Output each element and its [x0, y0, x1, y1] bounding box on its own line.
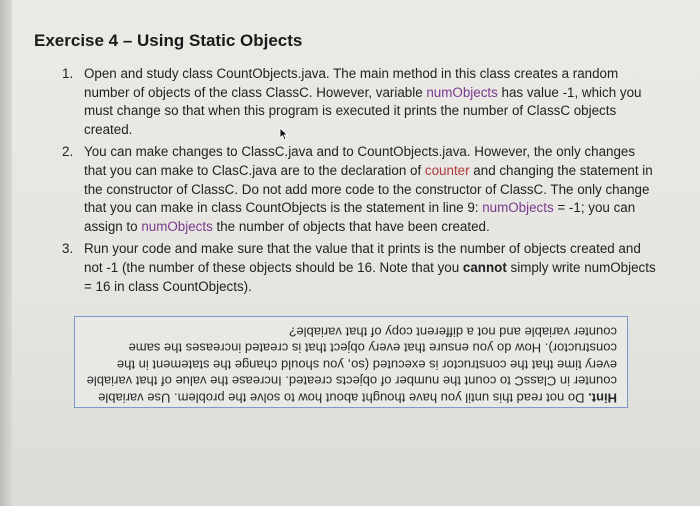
step-text-segment: Run your code and make sure that the value that it prints is the number of objects created and not -1 (the number of these objects should be 16. Note that you — [84, 241, 641, 275]
step-text-segment: You can make changes to ClassC.java and to CountObjects.java. However, the only changes that you can make to ClasC.java are to the declaration of — [84, 144, 636, 178]
step-text-segment: has value -1, which you must change so that when this program is executed it prints the number of ClassC objects created. — [84, 84, 642, 137]
step-text-segment: and changing the statement in the constructor of ClassC. Do not add more code to the constructor of ClassC. The only change that you can make in class CountObjects is the statement in line 9: — [84, 162, 653, 216]
step-number: 1. — [62, 66, 74, 81]
instruction-list — [50, 65, 660, 300]
list-item — [50, 143, 660, 236]
step-text — [84, 144, 653, 233]
highlighted-term: numObjects — [482, 200, 554, 216]
mouse-pointer-icon — [279, 127, 289, 141]
step-text-segment: simply write numObjects = 16 in class CountObjects). — [84, 259, 656, 294]
list-item — [50, 65, 660, 139]
highlighted-term: counter — [424, 162, 470, 178]
highlighted-term: numObjects — [141, 218, 213, 234]
list-item — [50, 240, 660, 296]
hint-body: Do not read this until you have thought about how to solve the problem. Use variable counter in ClassC to count the number of objects created. Increase the value of that variable every time that the constructor is executed (so, you should change the statement in the constructor). How do you ensure that every object that is created increases the same counter variable and not a different copy of that variable? — [86, 324, 617, 406]
step-text — [84, 66, 641, 137]
highlighted-term: numObjects — [426, 84, 498, 100]
page-edge — [0, 0, 12, 506]
step-text-segment: the number of objects that have been created. — [212, 218, 490, 234]
hint-label: Hint. — [588, 390, 617, 406]
step-number: 2. — [62, 144, 74, 160]
page-title: Exercise 4 – Using Static Objects — [34, 31, 303, 50]
hint-box — [74, 316, 628, 408]
step-text — [84, 241, 656, 293]
hint-text-upside-down — [85, 323, 617, 406]
step-text-segment: Open and study class CountObjects.java. The main method in this class creates a random number of objects of the class ClassC. However, variable — [84, 66, 619, 100]
highlighted-term: cannot — [462, 259, 507, 275]
step-number: 3. — [62, 241, 74, 257]
step-text-segment: = -1; you can assign to — [84, 200, 636, 234]
